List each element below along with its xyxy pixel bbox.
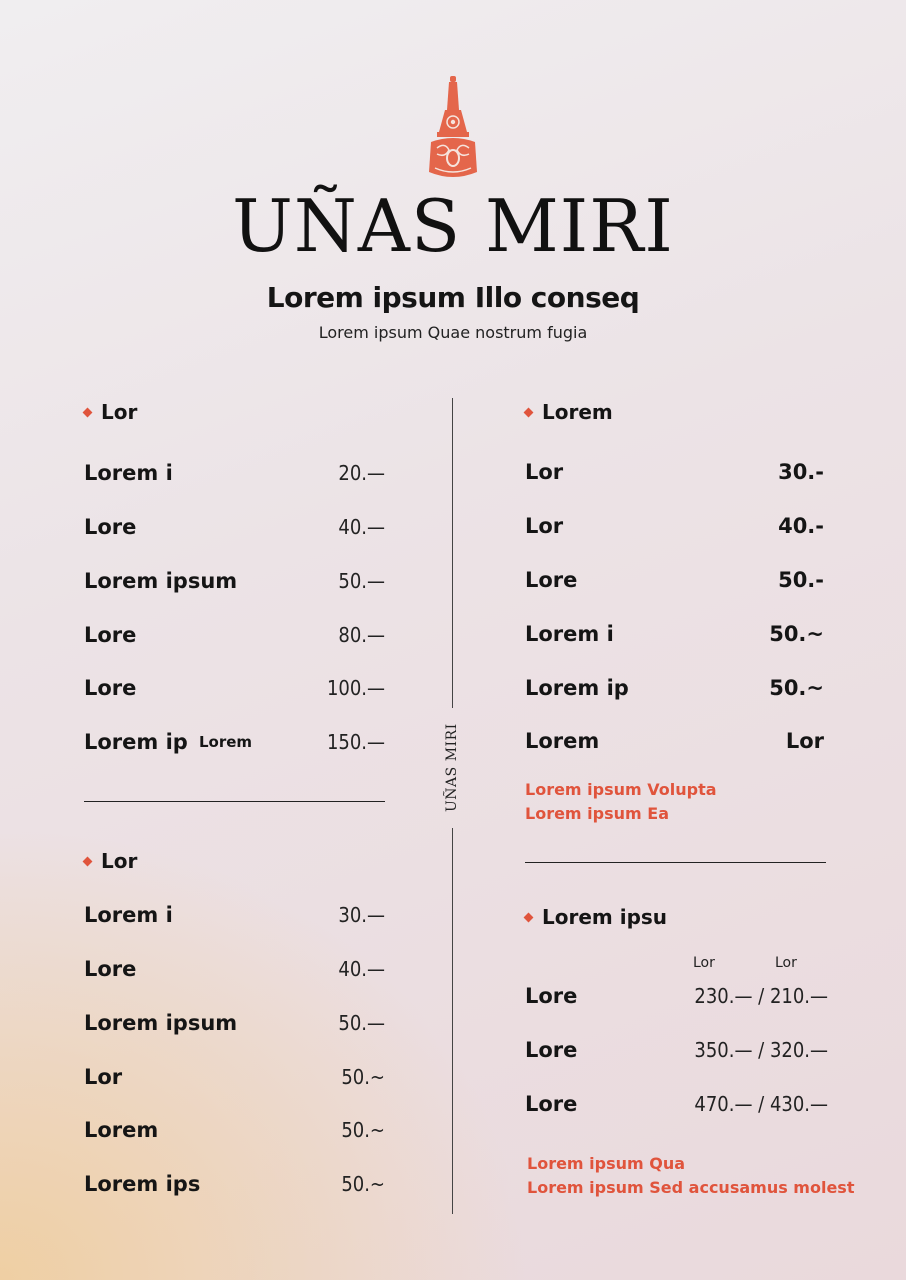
- service-price: 30.—: [338, 903, 385, 927]
- service-price: 30.-: [778, 460, 824, 484]
- section-title: [82, 848, 137, 874]
- service-name: Lorem ip: [525, 676, 629, 700]
- section-title-text: Lor: [101, 849, 138, 873]
- service-price: 50.—: [338, 1011, 385, 1035]
- brand-title: UÑAS MIRI: [232, 184, 674, 268]
- service-name: Lore: [525, 568, 578, 592]
- column-header: Lor: [693, 955, 715, 971]
- service-name: Lore: [525, 984, 578, 1008]
- service-name: Lor: [525, 460, 564, 484]
- center-divider-bottom: [452, 828, 453, 1214]
- service-price: 50.~: [341, 1172, 385, 1196]
- section-title: [82, 399, 137, 425]
- service-price: 50.-: [778, 568, 824, 592]
- service-price: 350.— / 320.—: [694, 1038, 828, 1062]
- service-name: Lorem ip: [84, 730, 188, 754]
- section-note: Lorem ipsum Sed accusamus molest: [527, 1178, 855, 1197]
- service-name: Lorem: [84, 1118, 159, 1142]
- service-name: Lorem i: [525, 622, 614, 646]
- service-name: Lore: [84, 515, 137, 539]
- service-name: Lorem ipsum: [84, 569, 238, 593]
- diamond-bullet-icon: [524, 912, 534, 922]
- diamond-bullet-icon: [83, 856, 93, 866]
- service-price: 40.—: [338, 957, 385, 981]
- section-divider: [84, 801, 385, 802]
- service-price: 50.~: [341, 1065, 385, 1089]
- center-divider-top: [452, 398, 453, 708]
- diamond-bullet-icon: [83, 407, 93, 417]
- service-price: 50.~: [769, 676, 824, 700]
- service-price: 40.—: [338, 515, 385, 539]
- service-price: 50.~: [769, 622, 824, 646]
- nail-polish-bottle-icon: [425, 76, 481, 184]
- page-subtitle: Lorem ipsum Quae nostrum fugia: [318, 323, 588, 342]
- section-title: [523, 399, 613, 425]
- service-price: 150.—: [326, 730, 385, 754]
- service-name: Lorem i: [84, 461, 173, 485]
- column-header: Lor: [775, 955, 797, 971]
- service-price: 50.—: [338, 569, 385, 593]
- service-name: Lore: [84, 957, 137, 981]
- section-title: [523, 904, 667, 930]
- service-price: 100.—: [326, 676, 385, 700]
- service-name: Lorem ips: [84, 1172, 201, 1196]
- service-name: Lorem: [525, 729, 600, 753]
- section-divider: [525, 862, 826, 863]
- diamond-bullet-icon: [524, 407, 534, 417]
- divider-label: UÑAS MIRI: [444, 723, 460, 813]
- section-title-text: Lor: [101, 400, 138, 424]
- service-name: Lore: [84, 623, 137, 647]
- section-title-text: Lorem: [542, 400, 613, 424]
- service-name: Lorem ipsum: [84, 1011, 238, 1035]
- section-note: Lorem ipsum Qua: [527, 1154, 686, 1173]
- service-note: Lorem: [199, 733, 253, 751]
- service-price: 80.—: [338, 623, 385, 647]
- service-name: Lorem i: [84, 903, 173, 927]
- service-price: 470.— / 430.—: [694, 1092, 828, 1116]
- section-note: Lorem ipsum Volupta: [525, 780, 717, 799]
- service-price: 230.— / 210.—: [694, 984, 828, 1008]
- service-price: 50.~: [341, 1118, 385, 1142]
- section-title-text: Lorem ipsu: [542, 905, 668, 929]
- service-price: Lor: [785, 729, 824, 753]
- service-name: Lore: [84, 676, 137, 700]
- service-name: Lore: [525, 1092, 578, 1116]
- service-price: 40.-: [778, 514, 824, 538]
- service-name: Lore: [525, 1038, 578, 1062]
- page-headline: Lorem ipsum Illo conseq: [266, 281, 640, 314]
- service-name: Lor: [525, 514, 564, 538]
- service-name: Lor: [84, 1065, 123, 1089]
- service-price: 20.—: [338, 461, 385, 485]
- section-note: Lorem ipsum Ea: [525, 804, 669, 823]
